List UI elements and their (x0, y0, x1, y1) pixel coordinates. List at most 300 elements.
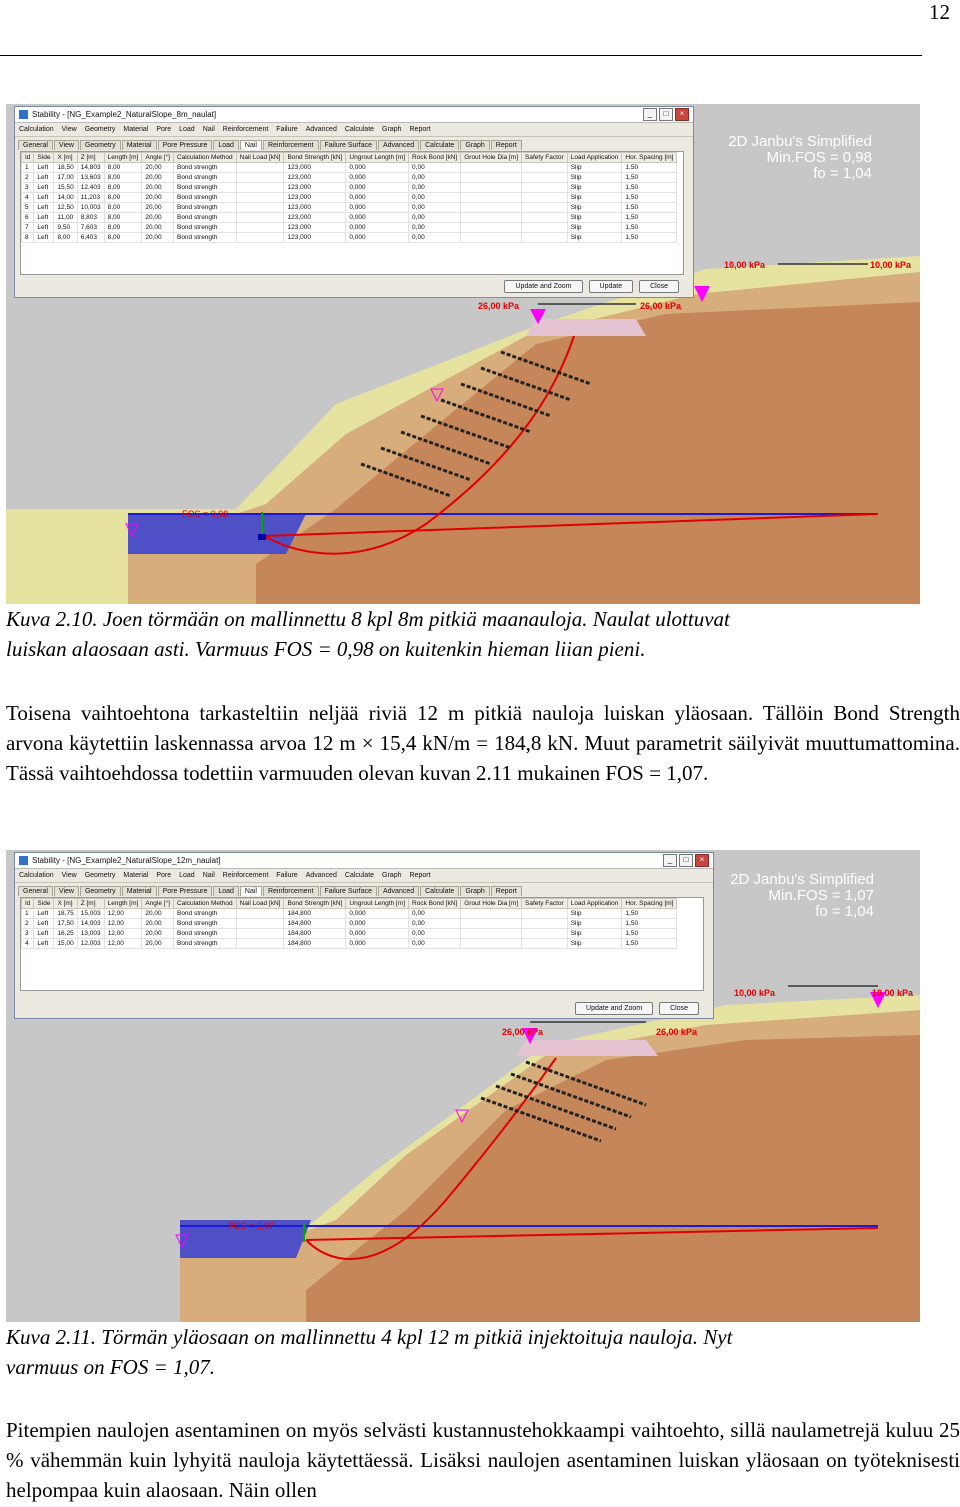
tab-geometry[interactable]: Geometry (80, 140, 121, 150)
table-cell[interactable]: 20,00 (142, 223, 174, 233)
table-cell[interactable]: 2 (22, 919, 34, 929)
menu-calculate[interactable]: Calculate (344, 126, 375, 133)
menu-nail[interactable]: Nail (202, 872, 215, 879)
column-header[interactable]: Angle [°] (142, 153, 174, 163)
stability-app-window (14, 852, 714, 1019)
table-cell[interactable]: 0,00 (409, 919, 461, 929)
menu-load[interactable]: Load (179, 126, 195, 133)
menu-geometry[interactable]: Geometry (84, 872, 116, 879)
table-cell[interactable]: 12,403 (77, 183, 104, 193)
table-cell[interactable]: Slip (567, 203, 622, 213)
table-cell[interactable]: 20,00 (142, 203, 174, 213)
column-header[interactable]: Z [m] (77, 899, 104, 909)
table-cell[interactable] (461, 173, 522, 183)
tab-pore-pressure[interactable]: Pore Pressure (158, 140, 213, 150)
tab-material[interactable]: Material (122, 886, 157, 896)
table-cell[interactable]: 0,00 (409, 213, 461, 223)
menu-nail[interactable]: Nail (202, 126, 215, 133)
column-header[interactable]: Grout Hole Dia [m] (461, 153, 522, 163)
button-row (498, 280, 679, 293)
table-cell[interactable]: 20,00 (142, 193, 174, 203)
table-cell[interactable]: 1,50 (622, 223, 677, 233)
table-cell[interactable]: Slip (567, 919, 622, 929)
table-cell[interactable]: Left (34, 193, 54, 203)
table-cell[interactable]: 15,003 (77, 909, 104, 919)
table-cell[interactable]: Bond strength (173, 223, 236, 233)
table-cell[interactable] (522, 233, 568, 243)
table-cell[interactable]: 0,00 (409, 203, 461, 213)
table-cell[interactable]: 13,603 (77, 173, 104, 183)
table-cell[interactable]: 184,800 (284, 919, 346, 929)
method-name: 2D Janbu's Simplified (728, 133, 872, 150)
table-cell[interactable]: 123,000 (284, 213, 346, 223)
table-cell[interactable]: Bond strength (173, 203, 236, 213)
table-cell[interactable]: Slip (567, 909, 622, 919)
table-row[interactable] (22, 203, 677, 213)
table-cell[interactable] (522, 919, 568, 929)
figure-1-screenshot (6, 104, 920, 604)
table-cell[interactable]: 1,50 (622, 919, 677, 929)
table-cell[interactable]: Left (34, 939, 54, 949)
menu-view[interactable]: View (61, 126, 77, 133)
table-cell[interactable]: 0,000 (346, 193, 409, 203)
update-and-zoom-button[interactable]: Update and Zoom (575, 1002, 653, 1015)
table-cell[interactable] (461, 223, 522, 233)
close-icon[interactable]: × (695, 854, 709, 867)
table-cell[interactable]: 1 (22, 163, 34, 173)
table-cell[interactable]: Slip (567, 193, 622, 203)
table-cell[interactable]: Left (34, 233, 54, 243)
table-cell[interactable]: 20,00 (142, 909, 174, 919)
tab-failure-surface[interactable]: Failure Surface (320, 886, 377, 896)
table-cell[interactable]: 4 (22, 939, 34, 949)
menu-advanced[interactable]: Advanced (305, 872, 337, 879)
table-cell[interactable]: 0,000 (346, 223, 409, 233)
menu-geometry[interactable]: Geometry (84, 126, 116, 133)
table-cell[interactable] (461, 163, 522, 173)
table-cell[interactable] (461, 939, 522, 949)
table-cell[interactable]: 8,00 (104, 193, 142, 203)
table-cell[interactable]: 1,50 (622, 939, 677, 949)
table-cell[interactable]: Bond strength (173, 929, 236, 939)
column-header[interactable]: Hor. Spacing [m] (622, 899, 677, 909)
table-cell[interactable]: 1 (22, 909, 34, 919)
menu-material[interactable]: Material (123, 126, 149, 133)
column-header[interactable]: Hor. Spacing [m] (622, 153, 677, 163)
tab-pore-pressure[interactable]: Pore Pressure (158, 886, 213, 896)
column-header[interactable]: Rock Bond [kN] (409, 153, 461, 163)
column-header[interactable]: Z [m] (77, 153, 104, 163)
minimize-icon[interactable]: _ (643, 108, 657, 121)
table-cell[interactable]: 0,000 (346, 929, 409, 939)
table-cell[interactable]: Slip (567, 929, 622, 939)
table-cell[interactable]: 12,003 (77, 939, 104, 949)
table-cell[interactable]: 0,000 (346, 173, 409, 183)
tab-general[interactable]: General (18, 140, 53, 150)
table-cell[interactable]: 3 (22, 929, 34, 939)
table-cell[interactable]: 0,00 (409, 163, 461, 173)
table-cell[interactable] (522, 223, 568, 233)
table-cell[interactable]: 123,000 (284, 193, 346, 203)
column-header[interactable]: Grout Hole Dia [m] (461, 899, 522, 909)
table-cell[interactable] (236, 173, 284, 183)
column-header[interactable]: Bond Strength [kN] (284, 899, 346, 909)
table-cell[interactable] (522, 213, 568, 223)
table-cell[interactable]: 2 (22, 173, 34, 183)
table-cell[interactable]: 184,800 (284, 909, 346, 919)
menu-reinforcement[interactable]: Reinforcement (222, 126, 269, 133)
table-cell[interactable]: 0,00 (409, 193, 461, 203)
table-cell[interactable]: 184,800 (284, 929, 346, 939)
caption-line: luiskan alaosaan asti. Varmuus FOS = 0,98 on kuitenkin hieman liian pieni. (6, 637, 646, 661)
title-bar (15, 107, 693, 123)
table-cell[interactable]: Bond strength (173, 213, 236, 223)
table-cell[interactable] (522, 183, 568, 193)
table-row[interactable] (22, 183, 677, 193)
app-icon (19, 110, 28, 119)
table-cell[interactable]: Bond strength (173, 183, 236, 193)
table-cell[interactable] (522, 163, 568, 173)
table-cell[interactable]: Left (34, 919, 54, 929)
table-cell[interactable]: 123,000 (284, 183, 346, 193)
table-cell[interactable] (236, 929, 284, 939)
tab-calculate[interactable]: Calculate (420, 886, 459, 896)
table-row[interactable] (22, 919, 677, 929)
table-cell[interactable]: Left (34, 203, 54, 213)
minimize-icon[interactable]: _ (663, 854, 677, 867)
table-cell[interactable] (236, 939, 284, 949)
table-cell[interactable]: 0,000 (346, 213, 409, 223)
tab-general[interactable]: General (18, 886, 53, 896)
tab-report[interactable]: Report (491, 140, 522, 150)
table-cell[interactable] (236, 233, 284, 243)
table-cell[interactable]: 7,603 (77, 223, 104, 233)
column-header[interactable]: Ungrout Length [m] (346, 153, 409, 163)
tab-advanced[interactable]: Advanced (378, 886, 419, 896)
table-cell[interactable]: Slip (567, 233, 622, 243)
table-cell[interactable]: 0,000 (346, 919, 409, 929)
tab-calculate[interactable]: Calculate (420, 140, 459, 150)
column-header[interactable]: Calculation Method (173, 899, 236, 909)
column-header[interactable]: Ungrout Length [m] (346, 899, 409, 909)
tab-load[interactable]: Load (213, 140, 239, 150)
menu-calculation[interactable]: Calculation (19, 126, 54, 133)
menu-graph[interactable]: Graph (382, 126, 402, 133)
table-cell[interactable] (522, 909, 568, 919)
tab-view[interactable]: View (54, 886, 79, 896)
menu-bar (15, 869, 713, 883)
table-cell[interactable] (461, 909, 522, 919)
table-cell[interactable]: 0,00 (409, 929, 461, 939)
table-cell[interactable]: 0,00 (409, 173, 461, 183)
close-icon[interactable]: × (675, 108, 689, 121)
table-cell[interactable] (461, 213, 522, 223)
table-cell[interactable]: 8,00 (104, 163, 142, 173)
column-header[interactable]: Rock Bond [kN] (409, 899, 461, 909)
column-header[interactable]: Nail Load [kN] (236, 153, 284, 163)
table-cell[interactable]: 1,50 (622, 929, 677, 939)
table-cell[interactable]: Left (34, 183, 54, 193)
menu-material[interactable]: Material (123, 872, 149, 879)
column-header[interactable]: Safety Factor (522, 153, 568, 163)
table-row[interactable] (22, 939, 677, 949)
table-cell[interactable]: 20,00 (142, 213, 174, 223)
table-cell[interactable]: 1,50 (622, 909, 677, 919)
table-cell[interactable]: 18,75 (54, 909, 77, 919)
table-cell[interactable] (461, 193, 522, 203)
menu-failure[interactable]: Failure (276, 872, 298, 879)
table-cell[interactable]: 123,000 (284, 233, 346, 243)
menu-report[interactable]: Report (409, 872, 431, 879)
table-cell[interactable]: 9,50 (54, 223, 77, 233)
table-cell[interactable]: 8,00 (54, 233, 77, 243)
table-header-row (22, 153, 677, 163)
table-cell[interactable] (461, 919, 522, 929)
table-cell[interactable]: Left (34, 213, 54, 223)
table-cell[interactable] (236, 203, 284, 213)
menu-pore[interactable]: Pore (156, 126, 172, 133)
table-cell[interactable] (461, 929, 522, 939)
table-cell[interactable]: 20,00 (142, 929, 174, 939)
table-cell[interactable]: 20,00 (142, 173, 174, 183)
table-cell[interactable]: 14,803 (77, 163, 104, 173)
table-cell[interactable]: 0,00 (409, 183, 461, 193)
menu-graph[interactable]: Graph (382, 872, 402, 879)
table-cell[interactable]: 8,803 (77, 213, 104, 223)
table-cell[interactable]: 6,403 (77, 233, 104, 243)
table-cell[interactable]: Bond strength (173, 909, 236, 919)
table-cell[interactable] (236, 213, 284, 223)
table-cell[interactable]: 20,00 (142, 163, 174, 173)
load-label-right: 10,00 kPa (872, 988, 914, 998)
method-name: 2D Janbu's Simplified (730, 871, 874, 888)
close-button[interactable]: Close (639, 280, 679, 293)
table-cell[interactable]: 14,00 (54, 193, 77, 203)
table-cell[interactable]: Left (34, 929, 54, 939)
table-cell[interactable]: Bond strength (173, 193, 236, 203)
table-cell[interactable] (522, 193, 568, 203)
table-cell[interactable] (236, 909, 284, 919)
table-cell[interactable]: 11,203 (77, 193, 104, 203)
table-cell[interactable] (236, 163, 284, 173)
table-cell[interactable]: Slip (567, 223, 622, 233)
column-header[interactable]: Load Application (567, 153, 622, 163)
table-cell[interactable]: 13,003 (77, 929, 104, 939)
table-cell[interactable]: Bond strength (173, 233, 236, 243)
table-cell[interactable]: 10,003 (77, 203, 104, 213)
table-row[interactable] (22, 163, 677, 173)
menu-report[interactable]: Report (409, 126, 431, 133)
table-cell[interactable]: 16,25 (54, 929, 77, 939)
table-row[interactable] (22, 193, 677, 203)
table-row[interactable] (22, 909, 677, 919)
table-cell[interactable]: 11,00 (54, 213, 77, 223)
table-cell[interactable]: 1,50 (622, 163, 677, 173)
table-cell[interactable]: 0,000 (346, 909, 409, 919)
table-cell[interactable]: 12,00 (104, 939, 142, 949)
table-cell[interactable] (236, 183, 284, 193)
column-header[interactable]: Length [m] (104, 153, 142, 163)
app-icon (19, 856, 28, 865)
table-cell[interactable] (522, 203, 568, 213)
table-cell[interactable]: 1,50 (622, 183, 677, 193)
menu-calculation[interactable]: Calculation (19, 872, 54, 879)
table-cell[interactable]: Bond strength (173, 173, 236, 183)
close-button[interactable]: Close (659, 1002, 699, 1015)
menu-pore[interactable]: Pore (156, 872, 172, 879)
maximize-icon[interactable]: □ (659, 108, 673, 121)
table-row[interactable] (22, 213, 677, 223)
table-cell[interactable]: 15,50 (54, 183, 77, 193)
table-cell[interactable]: 0,00 (409, 909, 461, 919)
table-cell[interactable]: 17,00 (54, 173, 77, 183)
table-cell[interactable]: 8,00 (104, 173, 142, 183)
table-cell[interactable]: 12,50 (54, 203, 77, 213)
tab-material[interactable]: Material (122, 140, 157, 150)
table-cell[interactable]: 20,00 (142, 939, 174, 949)
table-cell[interactable] (461, 233, 522, 243)
table-cell[interactable] (461, 183, 522, 193)
column-header[interactable]: Safety Factor (522, 899, 568, 909)
tab-reinforcement[interactable]: Reinforcement (263, 140, 319, 150)
table-cell[interactable]: 0,00 (409, 939, 461, 949)
table-cell[interactable]: 20,00 (142, 919, 174, 929)
menu-calculate[interactable]: Calculate (344, 872, 375, 879)
column-header[interactable]: Angle [°] (142, 899, 174, 909)
column-header[interactable]: Bond Strength [kN] (284, 153, 346, 163)
paragraph-2: Pitempien naulojen asentaminen on myös selvästi kustannustehokkaampi vaihtoehto, sillä naulametrejä kuluu 25 % vähemmän kuin lyhyitä nauloja käytettäessä. Lisäksi naulojen asentaminen luiskan yläosaan on työteknisesti helpompaa kuin alaosaan. Näin ollen (6, 1418, 960, 1502)
table-cell[interactable]: 8,00 (104, 213, 142, 223)
table-cell[interactable]: 8,00 (104, 203, 142, 213)
table-cell[interactable]: 0,000 (346, 183, 409, 193)
table-cell[interactable]: 7 (22, 223, 34, 233)
table-cell[interactable]: 184,800 (284, 939, 346, 949)
table-cell[interactable]: 8,00 (104, 233, 142, 243)
table-cell[interactable] (236, 223, 284, 233)
table-cell[interactable]: 123,000 (284, 203, 346, 213)
table-cell[interactable]: 0,00 (409, 233, 461, 243)
table-cell[interactable]: 12,00 (104, 919, 142, 929)
menu-view[interactable]: View (61, 872, 77, 879)
table-cell[interactable] (522, 173, 568, 183)
tab-load[interactable]: Load (213, 886, 239, 896)
table-cell[interactable]: Bond strength (173, 939, 236, 949)
update-and-zoom-button[interactable]: Update and Zoom (504, 280, 582, 293)
menu-failure[interactable]: Failure (276, 126, 298, 133)
table-cell[interactable]: Slip (567, 213, 622, 223)
table-cell[interactable] (461, 203, 522, 213)
table-row[interactable] (22, 929, 677, 939)
table-cell[interactable]: 8 (22, 233, 34, 243)
table-cell[interactable]: 0,00 (409, 223, 461, 233)
maximize-icon[interactable]: □ (679, 854, 693, 867)
column-header[interactable]: X [m] (54, 899, 77, 909)
update-button[interactable]: Update (589, 280, 634, 293)
table-row[interactable] (22, 173, 677, 183)
table-cell[interactable]: Left (34, 909, 54, 919)
table-cell[interactable]: 1,50 (622, 173, 677, 183)
table-cell[interactable]: 0,000 (346, 233, 409, 243)
tab-nail[interactable]: Nail (240, 886, 262, 896)
column-header[interactable]: Side (34, 899, 54, 909)
column-header[interactable]: Nail Load [kN] (236, 899, 284, 909)
table-cell[interactable]: Slip (567, 183, 622, 193)
tab-geometry[interactable]: Geometry (80, 886, 121, 896)
table-cell[interactable]: 8,00 (104, 223, 142, 233)
table-cell[interactable]: 3 (22, 183, 34, 193)
table-cell[interactable]: 123,000 (284, 173, 346, 183)
tab-report[interactable]: Report (491, 886, 522, 896)
table-cell[interactable]: Left (34, 163, 54, 173)
table-cell[interactable]: Slip (567, 173, 622, 183)
table-cell[interactable]: 0,000 (346, 203, 409, 213)
table-cell[interactable]: Left (34, 223, 54, 233)
table-cell[interactable]: 20,00 (142, 183, 174, 193)
table-cell[interactable]: Bond strength (173, 163, 236, 173)
table-cell[interactable]: 4 (22, 193, 34, 203)
tab-nail[interactable]: Nail (240, 140, 262, 150)
fo-value: fo = 1,04 (813, 165, 872, 182)
tab-advanced[interactable]: Advanced (378, 140, 419, 150)
table-row[interactable] (22, 233, 677, 243)
tab-view[interactable]: View (54, 140, 79, 150)
table-cell[interactable]: 1,50 (622, 203, 677, 213)
table-cell[interactable]: 1,50 (622, 213, 677, 223)
table-cell[interactable]: 8,00 (104, 183, 142, 193)
table-header-row (22, 899, 677, 909)
table-cell[interactable]: Slip (567, 939, 622, 949)
table-cell[interactable]: 15,00 (54, 939, 77, 949)
menu-advanced[interactable]: Advanced (305, 126, 337, 133)
table-cell[interactable]: 12,00 (104, 909, 142, 919)
column-header[interactable]: Length [m] (104, 899, 142, 909)
table-cell[interactable] (522, 939, 568, 949)
table-cell[interactable]: 20,00 (142, 233, 174, 243)
column-header[interactable]: Id (22, 153, 34, 163)
table-cell[interactable]: 18,50 (54, 163, 77, 173)
column-header[interactable]: Load Application (567, 899, 622, 909)
tab-reinforcement[interactable]: Reinforcement (263, 886, 319, 896)
table-cell[interactable]: 1,50 (622, 233, 677, 243)
table-cell[interactable]: 0,000 (346, 163, 409, 173)
table-cell[interactable]: 0,000 (346, 939, 409, 949)
table-cell[interactable]: Left (34, 173, 54, 183)
table-cell[interactable] (236, 193, 284, 203)
menu-reinforcement[interactable]: Reinforcement (222, 872, 269, 879)
table-cell[interactable]: 12,00 (104, 929, 142, 939)
tab-graph[interactable]: Graph (460, 140, 489, 150)
table-cell[interactable]: Slip (567, 163, 622, 173)
table-cell[interactable] (522, 929, 568, 939)
table-cell[interactable]: 123,000 (284, 163, 346, 173)
table-row[interactable] (22, 223, 677, 233)
table-cell[interactable]: 123,000 (284, 223, 346, 233)
tab-graph[interactable]: Graph (460, 886, 489, 896)
table-cell[interactable]: Bond strength (173, 919, 236, 929)
table-cell[interactable]: 5 (22, 203, 34, 213)
tab-failure-surface[interactable]: Failure Surface (320, 140, 377, 150)
column-header[interactable]: Side (34, 153, 54, 163)
table-cell[interactable] (236, 919, 284, 929)
menu-load[interactable]: Load (179, 872, 195, 879)
column-header[interactable]: Calculation Method (173, 153, 236, 163)
table-cell[interactable]: 17,50 (54, 919, 77, 929)
table-cell[interactable]: 14,003 (77, 919, 104, 929)
table-cell[interactable]: 6 (22, 213, 34, 223)
table-cell[interactable]: 1,50 (622, 193, 677, 203)
column-header[interactable]: X [m] (54, 153, 77, 163)
column-header[interactable]: Id (22, 899, 34, 909)
